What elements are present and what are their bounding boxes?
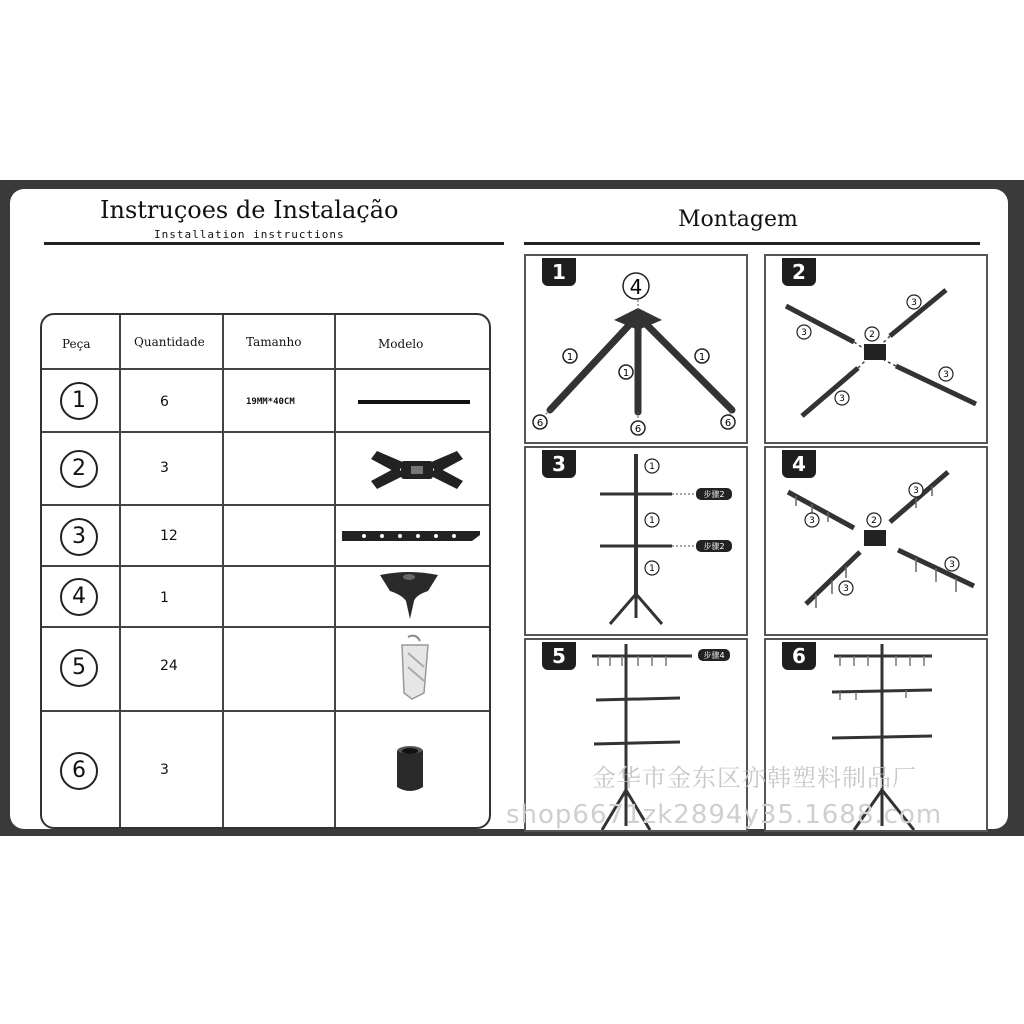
part-quantity: 3	[160, 762, 169, 778]
callout-label: 4	[629, 275, 643, 299]
cross-arms-illustration	[766, 256, 986, 442]
foot-cap-icon	[390, 743, 430, 797]
clip-icon	[394, 633, 438, 705]
arms-with-clips-illustration	[766, 448, 986, 634]
column-divider	[334, 315, 336, 827]
assembly-divider	[524, 242, 980, 245]
parts-table	[40, 313, 491, 829]
cross-connector-icon	[367, 439, 467, 499]
part-size: 19MM*40CM	[246, 397, 295, 407]
part-quantity: 12	[160, 528, 178, 544]
watermark-url: shop6671zk2894y35.1688.com	[506, 800, 943, 830]
callout-label: 1	[622, 368, 630, 379]
callout-label: 3	[949, 560, 955, 570]
callout-label: 6	[536, 418, 544, 429]
callout-label: 3	[839, 394, 845, 404]
row-divider	[42, 710, 489, 712]
callout-label: 2	[869, 330, 875, 340]
step-number: 2	[782, 258, 816, 286]
column-header-model: Modelo	[378, 337, 424, 351]
part-number: 5	[60, 649, 98, 687]
column-header-size: Tamanho	[246, 335, 302, 349]
row-divider	[42, 626, 489, 628]
part-number: 2	[60, 450, 98, 488]
step-number: 3	[542, 450, 576, 478]
step-reference-tag: 步骤2	[703, 542, 725, 551]
step-reference-tag: 步骤2	[703, 490, 725, 499]
part-quantity: 3	[160, 460, 169, 476]
pole-stack-illustration	[526, 448, 746, 634]
callout-label: 6	[634, 424, 642, 435]
step-panel-1	[524, 254, 748, 444]
column-divider	[222, 315, 224, 827]
callout-label: 1	[698, 352, 706, 363]
column-header-part: Peça	[62, 337, 91, 351]
watermark-company: 金华市金东区亦韩塑料制品厂	[592, 764, 917, 792]
part-number: 4	[60, 578, 98, 616]
column-divider	[119, 315, 121, 827]
page-title: Instruçoes de Instalação	[100, 196, 399, 224]
step-reference-tag: 步骤4	[703, 651, 725, 660]
step-number: 6	[782, 642, 816, 670]
row-divider	[42, 368, 489, 370]
callout-label: 6	[724, 418, 732, 429]
callout-label: 3	[801, 328, 807, 338]
step-number: 5	[542, 642, 576, 670]
step-panel-3	[524, 446, 748, 636]
hanging-arm-icon	[340, 525, 486, 547]
tripod-assembly-illustration	[526, 256, 746, 442]
callout-label: 3	[943, 370, 949, 380]
callout-label: 1	[649, 516, 655, 526]
callout-label: 1	[649, 462, 655, 472]
part-number: 1	[60, 382, 98, 420]
callout-label: 1	[649, 564, 655, 574]
part-number: 3	[60, 518, 98, 556]
page-subtitle: Installation instructions	[154, 228, 345, 241]
pole-icon	[354, 393, 474, 413]
step-panel-4	[764, 446, 988, 636]
callout-label: 3	[911, 298, 917, 308]
column-header-quantity: Quantidade	[134, 335, 205, 349]
part-quantity: 6	[160, 394, 169, 410]
callout-label: 3	[809, 516, 815, 526]
title-divider	[44, 242, 504, 245]
top-cap-icon	[376, 567, 442, 623]
step-number: 1	[542, 258, 576, 286]
callout-label: 2	[871, 516, 877, 526]
row-divider	[42, 504, 489, 506]
callout-label: 3	[843, 584, 849, 594]
callout-label: 1	[566, 352, 574, 363]
step-number: 4	[782, 450, 816, 478]
row-divider	[42, 431, 489, 433]
assembly-title: Montagem	[678, 207, 798, 232]
part-quantity: 24	[160, 658, 178, 674]
part-number: 6	[60, 752, 98, 790]
part-quantity: 1	[160, 590, 169, 606]
callout-label: 3	[913, 486, 919, 496]
step-panel-2	[764, 254, 988, 444]
